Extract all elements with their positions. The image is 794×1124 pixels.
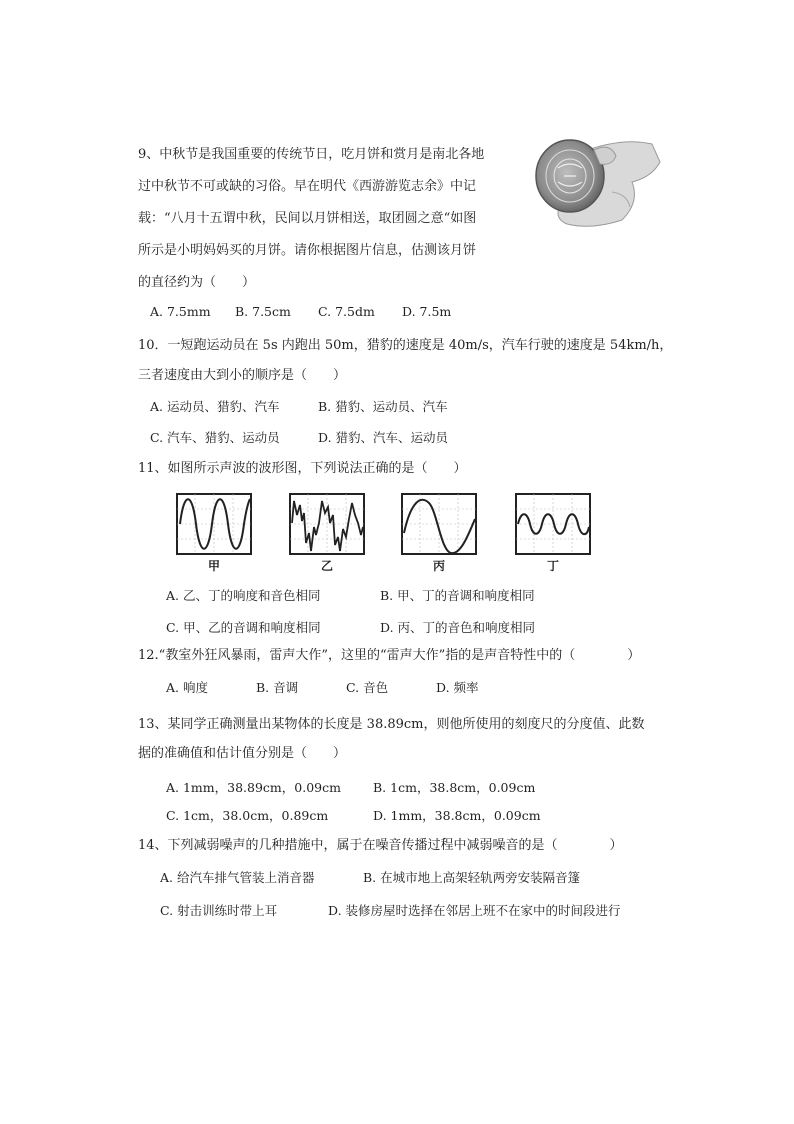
- q9-option-a: A. 7.5mm: [150, 304, 211, 319]
- q11-option-a: A. 乙、丁的响度和音色相同: [166, 588, 321, 603]
- q9-line-1: 9、中秋节是我国重要的传统节日，吃月饼和赏月是南北各地: [138, 147, 485, 162]
- mooncake-image: [512, 132, 662, 232]
- q13-option-c: C. 1cm，38.0cm，0.89cm: [166, 808, 329, 823]
- q11-option-b: B. 甲、丁的音调和响度相同: [380, 588, 535, 603]
- waveform-yi: [289, 493, 365, 555]
- q14-option-c: C. 射击训练时带上耳: [160, 903, 278, 918]
- waveform-label-yi: 乙: [320, 559, 333, 573]
- waveform-label-bing: 丙: [432, 559, 445, 573]
- q9-line-3: 载：“八月十五谓中秋，民间以月饼相送，取团圆之意“如图: [138, 211, 477, 226]
- q13-option-b: B. 1cm，38.8cm，0.09cm: [373, 780, 536, 795]
- q9-line-5: 的直径约为（ ）: [138, 275, 256, 290]
- q12-option-d: D. 频率: [436, 680, 479, 695]
- q14-option-b: B. 在城市地上高架轻轨两旁安装隔音篷: [363, 870, 581, 885]
- q11-option-c: C. 甲、乙的音调和响度相同: [166, 620, 321, 635]
- q12-line-1: 12.“教室外狂风暴雨，雷声大作”，这里的“雷声大作”指的是声音特性中的（ ）: [138, 648, 641, 663]
- q13-option-d: D. 1mm，38.8cm，0.09cm: [373, 808, 541, 823]
- q13-line-2: 据的准确值和估计值分别是（ ）: [138, 746, 347, 761]
- q9-line-4: 所示是小明妈妈买的月饼。请你根据图片信息，估测该月饼: [138, 243, 477, 258]
- q14-line-1: 14、下列减弱噪声的几种措施中，属于在噪音传播过程中减弱噪音的是（ ）: [138, 838, 623, 853]
- q14-option-d: D. 装修房屋时选择在邻居上班不在家中的时间段进行: [328, 903, 621, 918]
- q11-option-d: D. 丙、丁的音色和响度相同: [380, 620, 536, 635]
- q9-option-b: B. 7.5cm: [235, 304, 291, 319]
- q10-option-d: D. 猎豹、汽车、运动员: [318, 430, 449, 445]
- q10-line-2: 三者速度由大到小的顺序是（ ）: [138, 368, 347, 383]
- q14-option-a: A. 给汽车排气管装上消音器: [160, 870, 315, 885]
- q10-option-c: C. 汽车、猎豹、运动员: [150, 430, 280, 445]
- waveform-ding: [515, 493, 591, 555]
- waveform-jia: [176, 493, 252, 555]
- q10-option-b: B. 猎豹、运动员、汽车: [318, 399, 448, 414]
- q11-line-1: 11、如图所示声波的波形图，下列说法正确的是（ ）: [138, 461, 467, 476]
- q12-option-c: C. 音色: [346, 680, 389, 695]
- q13-line-1: 13、某同学正确测量出某物体的长度是 38.89cm，则他所使用的刻度尺的分度值、此数: [138, 717, 645, 732]
- q9-option-c: C. 7.5dm: [318, 304, 375, 319]
- q10-option-a: A. 运动员、猎豹、汽车: [150, 399, 280, 414]
- waveform-label-jia: 甲: [207, 559, 220, 573]
- waveform-bing: [401, 493, 477, 555]
- q9-line-2: 过中秋节不可或缺的习俗。早在明代《西游游览志余》中记: [138, 179, 477, 194]
- q9-option-d: D. 7.5m: [402, 304, 452, 319]
- waveform-label-ding: 丁: [546, 559, 559, 573]
- q12-option-b: B. 音调: [256, 680, 299, 695]
- q12-option-a: A. 响度: [166, 680, 208, 695]
- q13-option-a: A. 1mm，38.89cm，0.09cm: [166, 780, 341, 795]
- q10-line-1: 10．一短跑运动员在 5s 内跑出 50m，猎豹的速度是 40m/s，汽车行驶的速度是 54km/h，: [138, 338, 673, 353]
